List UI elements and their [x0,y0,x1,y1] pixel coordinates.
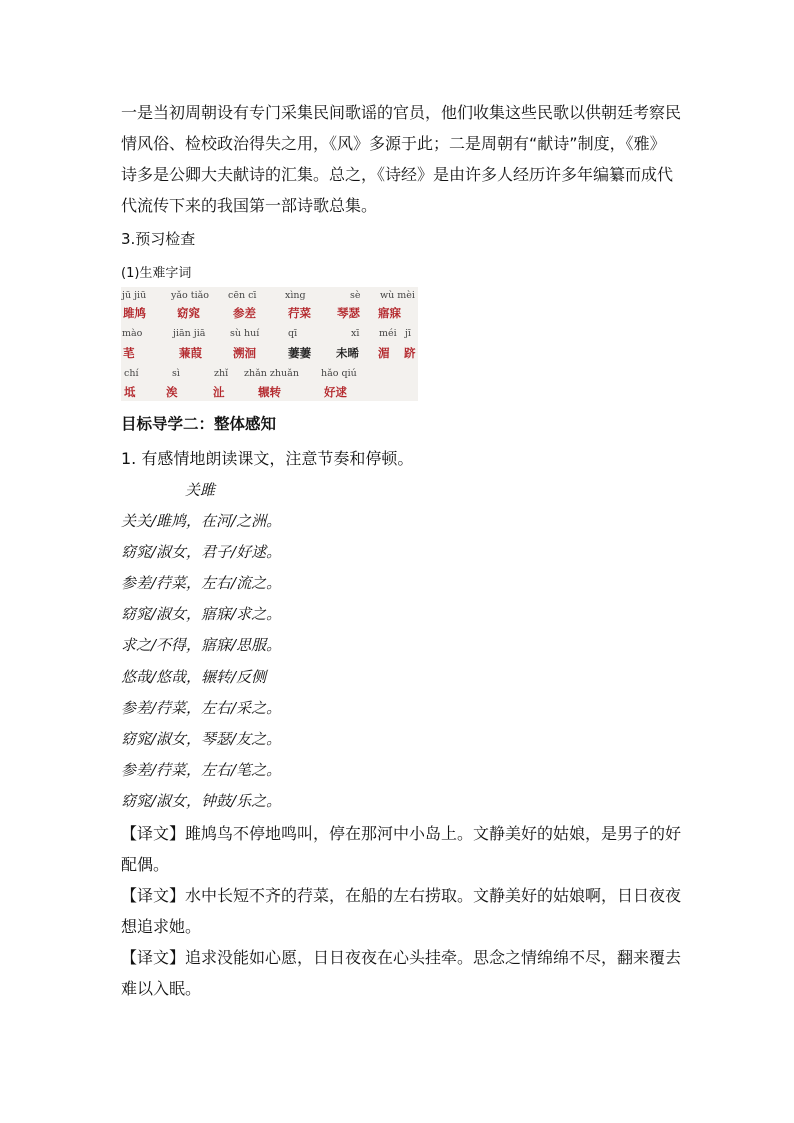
poem-line: 参差/荇菜，左右/采之。 [121,699,282,717]
poem-line: 窈窕/淑女，钟鼓/乐之。 [121,792,282,810]
subsection-title-vocab: (1)生难字词 [121,266,192,281]
vocab-table-image [121,287,418,401]
vocab-word: 参差 [233,306,256,320]
vocab-word: 蒹葭 [179,346,202,360]
poem-line: 悠哉/悠哉，辗转/反侧 [121,668,267,686]
translation-3-line-1: 【译文】追求没能如心愿，日日夜夜在心头挂牵。思念之情绵绵不尽，翻来覆去 [121,948,682,967]
vocab-pinyin: zhǐ [214,368,229,379]
vocab-pinyin: jū jiū [122,290,147,301]
vocab-word: 溯洄 [233,346,256,360]
translation-1-line-2: 配偶。 [121,855,170,874]
poem-line: 窈窕/淑女，琴瑟/友之。 [121,730,282,748]
translation-1-line-1: 【译文】雎鸠鸟不停地鸣叫，停在那河中小岛上。文静美好的姑娘，是男子的好 [121,824,682,843]
vocab-pinyin: xìng [285,290,306,301]
goal2-heading: 目标导学二：整体感知 [121,415,277,433]
poem-line: 窈窕/淑女，寤寐/求之。 [121,605,282,623]
intro-line-2: 情风俗、检校政治得失之用，《风》多源于此；二是周朝有“献诗”制度，《雅》 [121,134,666,153]
vocab-pinyin: méi [379,328,397,339]
vocab-word: 萋萋 [288,346,311,360]
vocab-word: 湄 [378,346,390,360]
poem-line: 关关/雎鸠，在河/之洲。 [121,512,282,530]
vocab-pinyin: mào [122,328,143,339]
vocab-pinyin: yǎo tiǎo [171,290,210,301]
vocab-pinyin: zhǎn zhuǎn [244,368,299,379]
vocab-pinyin: sì [172,368,180,379]
translation-3-line-2: 难以入眠。 [121,979,202,998]
section-title-preview-check: 3.预习检查 [121,230,196,248]
translation-2-line-1: 【译文】水中长短不齐的荇菜，在船的左右捞取。文静美好的姑娘啊，日日夜夜 [121,886,682,905]
translation-2-line-2: 想追求她。 [121,917,202,936]
vocab-word: 沚 [213,385,225,399]
vocab-word: 未晞 [336,346,359,360]
vocab-pinyin: sè [350,290,361,301]
vocab-pinyin: xī [351,328,360,339]
intro-line-3: 诗多是公卿大夫献诗的汇集。总之，《诗经》是由许多人经历许多年编纂而成代 [121,165,674,184]
vocab-word: 芼 [123,346,135,360]
poem-line: 求之/不得，寤寐/思服。 [121,636,282,654]
poem-line: 窈窕/淑女，君子/好逑。 [121,543,282,561]
intro-line-4: 代流传下来的我国第一部诗歌总集。 [121,196,378,215]
poem-line: 参差/荇菜，左右/流之。 [121,574,282,592]
vocab-word: 跻 [404,346,416,360]
vocab-pinyin: jiān jiā [173,328,206,339]
vocab-word: 好逑 [324,385,347,399]
poem-line: 参差/荇菜，左右/笔之。 [121,761,282,779]
goal2-item-1: 1. 有感情地朗读课文，注意节奏和停顿。 [121,449,414,468]
vocab-word: 涘 [166,385,178,399]
vocab-word: 辗转 [258,385,281,399]
vocab-word: 窈窕 [177,306,200,320]
vocab-word: 坻 [124,385,136,399]
vocab-word: 雎鸠 [123,306,146,320]
vocab-pinyin: jī [405,328,411,339]
vocab-word: 荇菜 [288,306,311,320]
vocab-pinyin: cēn cī [228,290,257,301]
vocab-pinyin: sù huí [230,328,260,339]
vocab-pinyin: wù mèi [380,290,415,301]
poem-title: 关雎 [185,481,216,499]
vocab-word: 琴瑟 [337,306,360,320]
vocab-pinyin: qī [288,328,298,339]
vocab-pinyin: hǎo qiú [321,368,357,379]
vocab-word: 寤寐 [378,306,401,320]
vocab-pinyin: chí [124,368,139,379]
intro-line-1: 一是当初周朝设有专门采集民间歌谣的官员，他们收集这些民歌以供朝廷考察民 [121,103,682,122]
